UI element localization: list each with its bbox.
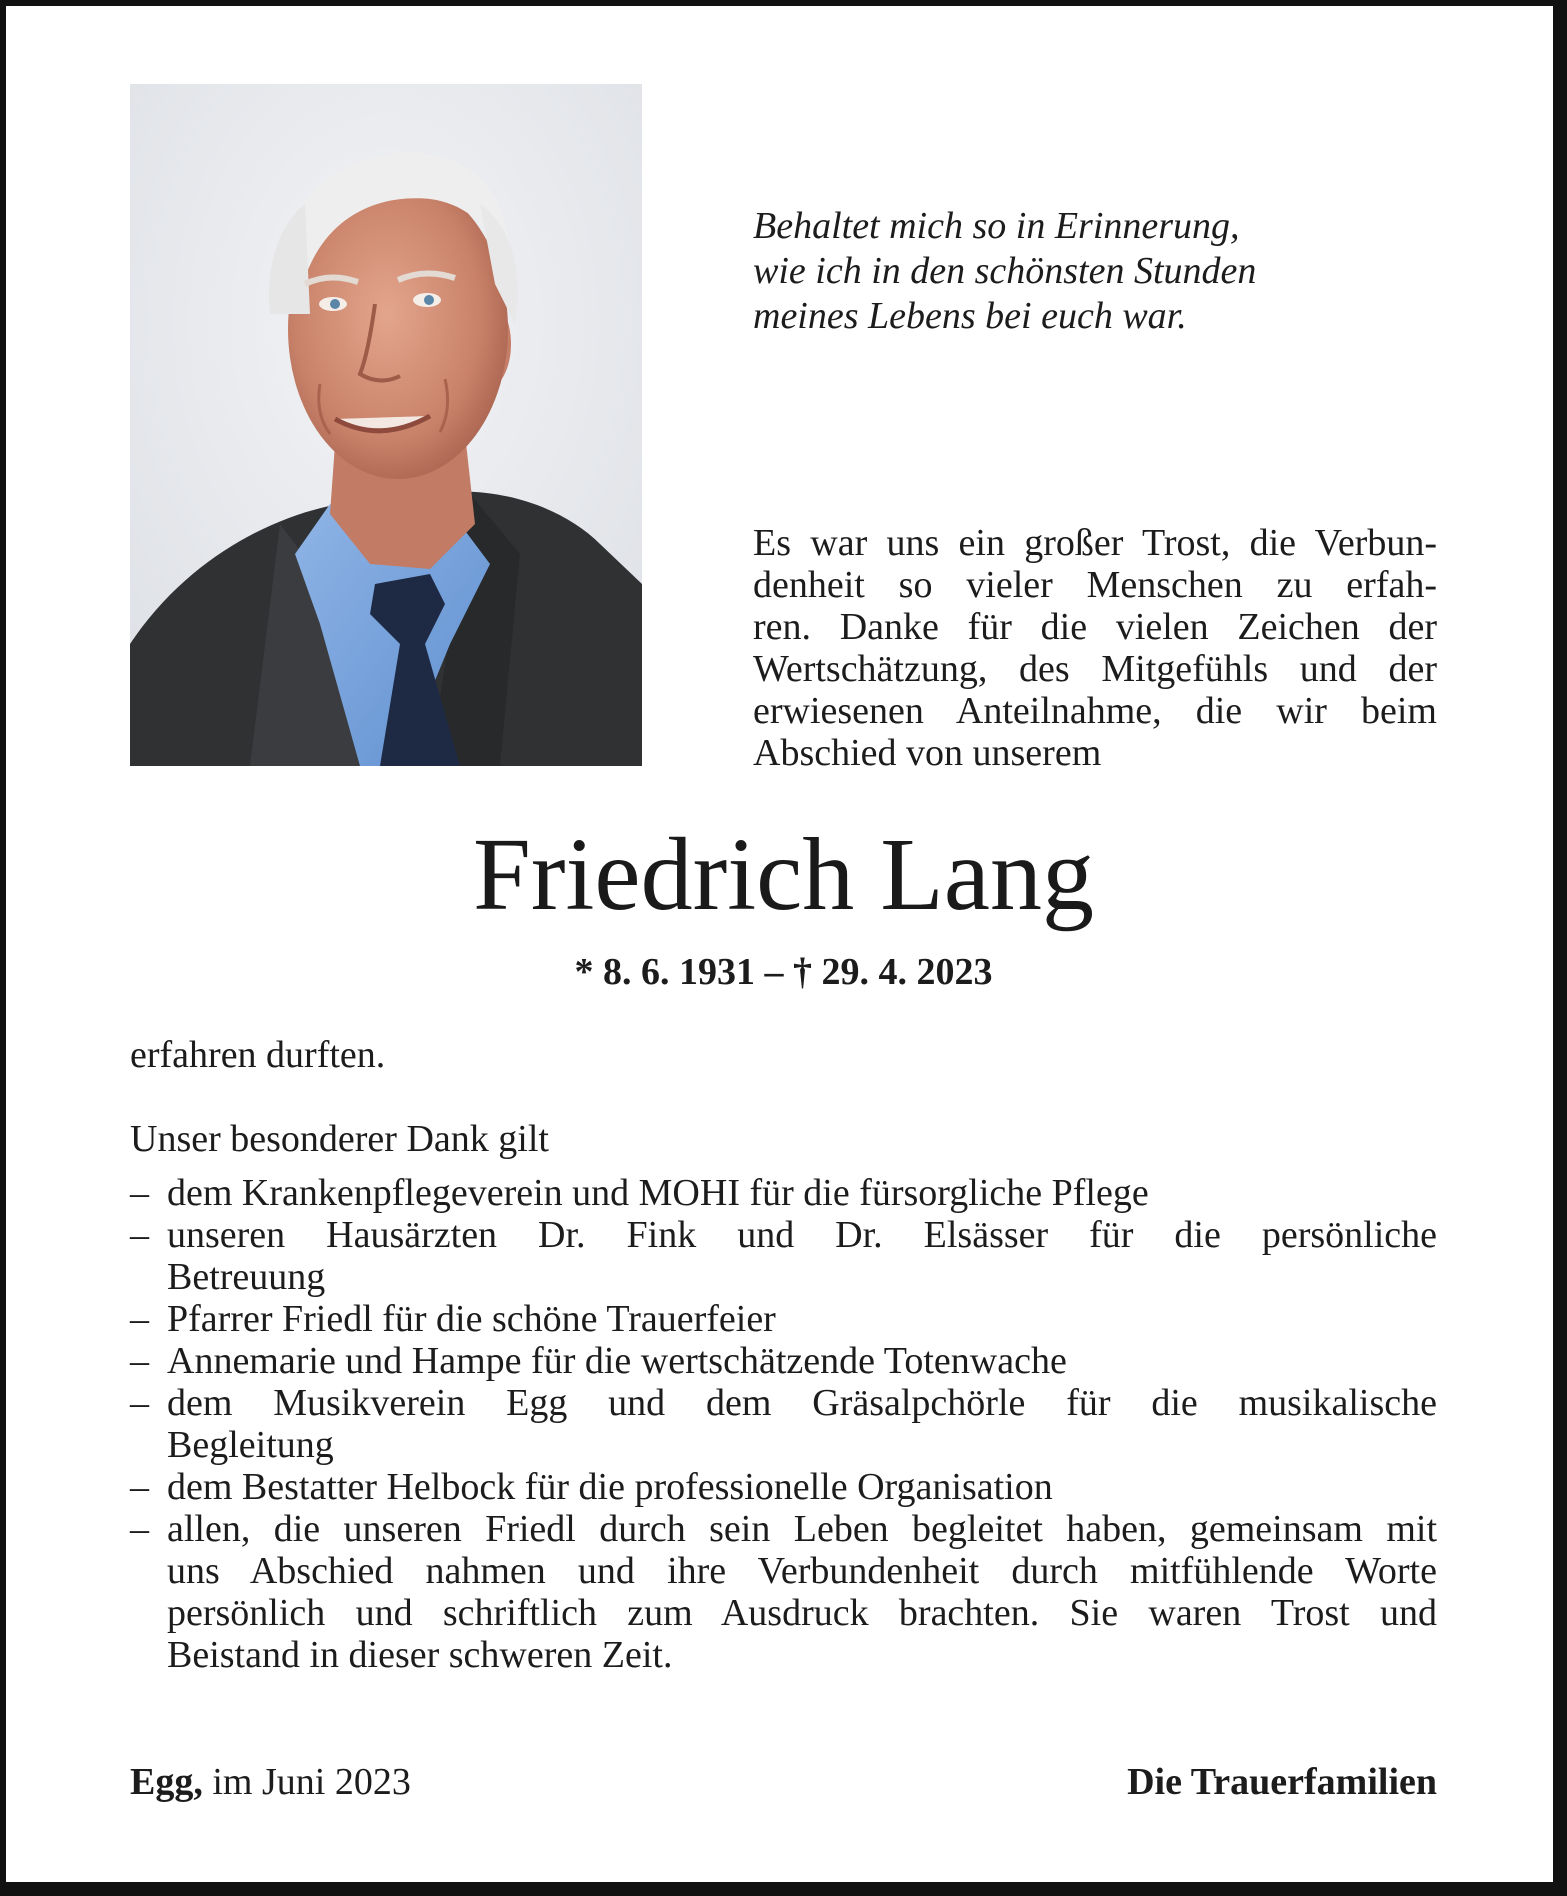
intro-line: denheit so vieler Menschen zu erfah- xyxy=(753,564,1437,606)
continuation-text: erfahren durften. xyxy=(130,1034,386,1076)
list-item xyxy=(130,1340,1437,1382)
list-item-line: dem Bestatter Helbock für die professionelle Organisation xyxy=(167,1466,1053,1508)
thanks-heading: Unser besonderer Dank gilt xyxy=(130,1118,549,1160)
list-item-line: Betreuung xyxy=(167,1256,326,1298)
list-dash: – xyxy=(130,1466,149,1508)
signature: Die Trauerfamilien xyxy=(1127,1761,1437,1803)
intro-line: Wertschätzung, des Mitgefühls und der xyxy=(753,648,1437,690)
list-item-line: Pfarrer Friedl für die schöne Trauerfeier xyxy=(167,1298,776,1340)
list-item xyxy=(130,1382,1437,1466)
life-dates: * 8. 6. 1931 – † 29. 4. 2023 xyxy=(574,951,993,993)
list-item-line: allen, die unseren Friedl durch sein Leben begleitet haben, gemeinsam mit xyxy=(167,1508,1437,1550)
list-item-line: Annemarie und Hampe für die wertschätzende Totenwache xyxy=(167,1340,1067,1382)
thanks-intro-paragraph xyxy=(753,522,1437,774)
intro-line: Es war uns ein großer Trost, die Verbun- xyxy=(753,522,1437,564)
intro-line: Abschied von unserem xyxy=(753,732,1102,774)
list-item-line: Begleitung xyxy=(167,1424,334,1466)
list-item xyxy=(130,1298,1437,1340)
list-item-line: uns Abschied nahmen und ihre Verbundenheit durch mitfühlende Worte xyxy=(167,1550,1437,1592)
portrait-photo xyxy=(130,84,642,766)
list-item-line: persönlich und schriftlich zum Ausdruck brachten. Sie waren Trost und xyxy=(167,1592,1437,1634)
intro-line: ren. Danke für die vielen Zeichen der xyxy=(753,606,1437,648)
list-dash: – xyxy=(130,1172,149,1214)
list-item xyxy=(130,1508,1437,1676)
list-item-line: dem Krankenpflegeverein und MOHI für die fürsorgliche Pflege xyxy=(167,1172,1149,1214)
list-item-line: unseren Hausärzten Dr. Fink und Dr. Elsässer für die persönliche xyxy=(167,1214,1437,1256)
list-item xyxy=(130,1172,1437,1214)
list-dash: – xyxy=(130,1382,149,1424)
place-and-date xyxy=(130,1760,411,1804)
list-dash: – xyxy=(130,1340,149,1382)
date: im Juni 2023 xyxy=(212,1761,411,1803)
list-dash: – xyxy=(130,1214,149,1256)
memorial-quote xyxy=(753,204,1473,339)
deceased-name: Friedrich Lang xyxy=(473,817,1094,932)
list-item-line: Beistand in dieser schweren Zeit. xyxy=(167,1634,673,1676)
intro-line: erwiesenen Anteilnahme, die wir beim xyxy=(753,690,1437,732)
list-item-line: dem Musikverein Egg und dem Gräsalpchörle für die musikalische xyxy=(167,1382,1437,1424)
quote-line: wie ich in den schönsten Stunden xyxy=(753,250,1257,292)
quote-line: Behaltet mich so in Erinnerung, xyxy=(753,205,1240,247)
list-dash: – xyxy=(130,1508,149,1550)
place: Egg, xyxy=(130,1761,203,1803)
thanks-list xyxy=(130,1172,1437,1676)
list-item xyxy=(130,1466,1437,1508)
list-dash: – xyxy=(130,1298,149,1340)
list-item xyxy=(130,1214,1437,1298)
quote-line: meines Lebens bei euch war. xyxy=(753,295,1187,337)
